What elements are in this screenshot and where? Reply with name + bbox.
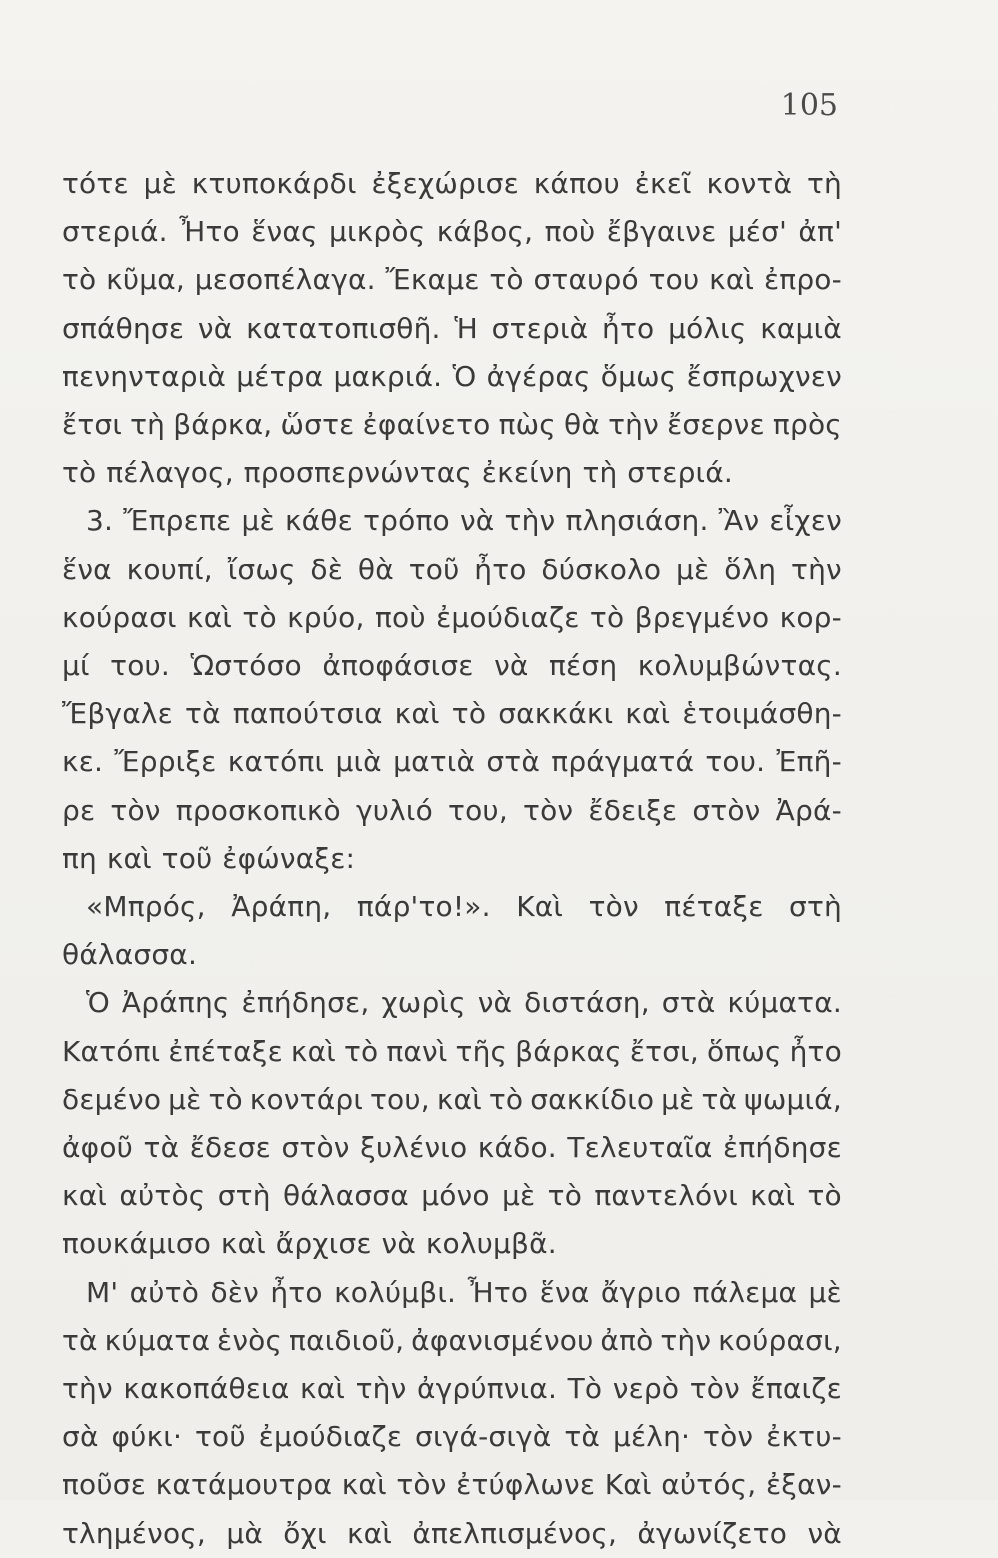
text-line: Ὁ Ἀράπης ἐπήδησε, χωρὶς νὰ διστάση, στὰ κύματα. <box>86 986 842 1020</box>
text-line: τότε μὲ κτυποκάρδι ἐξεχώρισε κάπου ἐκεῖ κοντὰ τὴ <box>62 167 842 200</box>
text-line: ἔτσι τὴ βάρκα, ὥστε ἐφαίνετο πὼς θὰ τὴν ἔσερνε πρὸς <box>62 408 842 441</box>
text-line: ἀφοῦ τὰ ἔδεσε στὸν ξυλένιο κάδο. Τελευταῖα ἐπήδησε <box>62 1131 842 1164</box>
text-line: κούρασι καὶ τὸ κρύο, ποὺ ἐμούδιαζε τὸ βρεγμένο κορ- <box>62 600 842 634</box>
text-line: ρε τὸν προσκοπικὸ γυλιό του, τὸν ἔδειξε στὸν Ἀρά- <box>62 793 842 827</box>
text-line: Κατόπι ἐπέταξε καὶ τὸ πανὶ τῆς βάρκας ἔτσι, ὅπως ἦτο <box>62 1034 842 1068</box>
text-line: πουκάμισο καὶ ἄρχισε νὰ κολυμβᾶ. <box>62 1227 557 1261</box>
text-line: θάλασσα. <box>62 938 198 972</box>
text-line: τὸ κῦμα, μεσοπέλαγα. Ἔκαμε τὸ σταυρό του καὶ ἐπρο- <box>62 263 842 297</box>
text-line: 3. Ἔπρεπε μὲ κάθε τρόπο νὰ τὴν πλησιάση. Ἂν εἶχεν <box>86 504 842 538</box>
text-line: τὰ κύματα ἑνὸς παιδιοῦ, ἀφανισμένου ἀπὸ τὴν κούρασι, <box>62 1323 842 1357</box>
text-line: «Μπρός, Ἀράπη, πάρ'το!». Καὶ τὸν πέταξε στὴ <box>86 890 842 923</box>
text-line: Μ' αὐτὸ δὲν ἦτο κολύμβι. Ἦτο ἕνα ἄγριο πάλεμα μὲ <box>86 1275 842 1309</box>
text-line: ἕνα κουπί, ἴσως δὲ θὰ τοῦ ἦτο δύσκολο μὲ ὅλη τὴν <box>62 552 842 586</box>
text-line: καὶ αὐτὸς στὴ θάλασσα μόνο μὲ τὸ παντελόνι καὶ τὸ <box>62 1179 842 1213</box>
text-line: μί του. Ὡστόσο ἀποφάσισε νὰ πέση κολυμβώντας. <box>62 649 842 682</box>
page-number: 105 <box>780 88 838 123</box>
text-line: τὸ πέλαγος, προσπερνώντας ἐκείνη τὴ στεριά. <box>62 456 733 490</box>
text-line: κε. Ἔρριξε κατόπι μιὰ ματιὰ στὰ πράγματά του. Ἐπῆ- <box>62 745 842 779</box>
text-line: ποῦσε κατάμουτρα καὶ τὸν ἐτύφλωνε Καὶ αὐτός, ἐξαν- <box>62 1468 842 1502</box>
text-line: τὴν κακοπάθεια καὶ τὴν ἀγρύπνια. Τὸ νερὸ τὸν ἔπαιζε <box>62 1372 842 1405</box>
text-line: Ἔβγαλε τὰ παπούτσια καὶ τὸ σακκάκι καὶ ἑτοιμάσθη- <box>62 697 842 731</box>
text-line: τλημένος, μὰ ὄχι καὶ ἀπελπισμένος, ἀγωνίζετο νὰ <box>62 1516 842 1550</box>
text-line: δεμένο μὲ τὸ κοντάρι του, καὶ τὸ σακκίδιο μὲ τὰ ψωμιά, <box>62 1082 842 1116</box>
text-line: σπάθησε νὰ κατατοπισθῆ. Ἡ στεριὰ ἦτο μόλις καμιὰ <box>62 311 842 345</box>
text-line: στεριά. Ἦτο ἕνας μικρὸς κάβος, ποὺ ἔβγαινε μέσ' ἀπ' <box>62 215 842 249</box>
text-line: πενηνταριὰ μέτρα μακριά. Ὁ ἀγέρας ὅμως ἔσπρωχνεν <box>62 359 842 393</box>
text-line: πη καὶ τοῦ ἐφώναξε: <box>62 841 356 875</box>
text-line: σὰ φύκι· τοῦ ἐμούδιαζε σιγά-σιγὰ τὰ μέλη· τὸν ἐκτυ- <box>62 1420 842 1454</box>
